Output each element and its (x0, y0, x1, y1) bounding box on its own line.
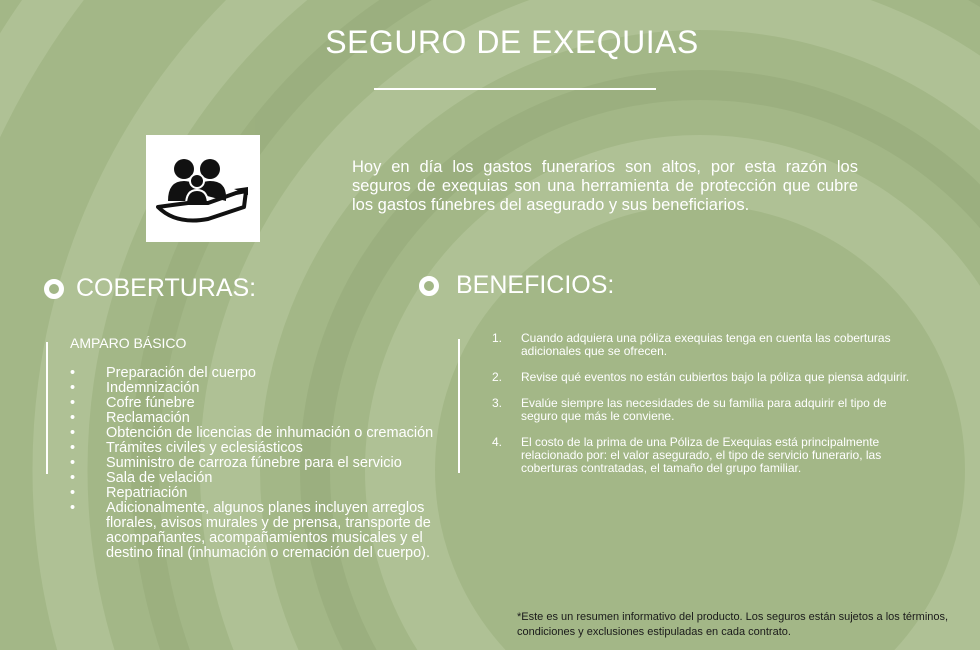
item-number: 1. (492, 331, 503, 345)
amparo-basico-label: AMPARO BÁSICO (70, 335, 187, 351)
item-number: 4. (492, 435, 503, 449)
item-text: Obtención de licencias de inhumación o cremación (106, 425, 434, 441)
ring-bullet-icon (44, 279, 64, 299)
item-text: Trámites civiles y eclesiásticos (106, 440, 303, 456)
list-item (492, 397, 920, 423)
item-text: Reclamación (106, 410, 190, 426)
list-item (492, 436, 920, 475)
item-text: Repatriación (106, 485, 188, 501)
item-text: Adicionalmente, algunos planes incluyen arreglos florales, avisos murales y de prensa, transporte de acompañantes, acompañamientos musicales y el destino final (inhumación o cremación del cuerpo). (106, 500, 431, 561)
list-item (70, 426, 435, 441)
list-item (70, 471, 435, 486)
bullet-icon: • (70, 440, 76, 456)
list-item (70, 456, 435, 471)
item-text: El costo de la prima de una Póliza de Exequias está principalmente relacionado por: el valor asegurado, el tipo de servicio funerario, las coberturas contratadas, el tamaño del grupo familiar. (521, 435, 882, 475)
bullet-icon: • (70, 470, 76, 486)
list-item (492, 371, 920, 384)
bullet-icon: • (70, 365, 76, 381)
bullet-icon: • (70, 455, 76, 471)
item-text: Revise qué eventos no están cubiertos bajo la póliza que piensa adquirir. (521, 370, 910, 384)
list-item (70, 396, 435, 411)
list-item (70, 381, 435, 396)
beneficios-title: BENEFICIOS: (456, 271, 615, 299)
bullet-icon: • (70, 410, 76, 426)
item-text: Preparación del cuerpo (106, 365, 256, 381)
bullet-icon: • (70, 380, 76, 396)
item-number: 2. (492, 370, 503, 384)
list-item (70, 411, 435, 426)
item-number: 3. (492, 396, 503, 410)
item-text: Sala de velación (106, 470, 213, 486)
disclaimer-note: *Este es un resumen informativo del producto. Los seguros están sujetos a los términos, condiciones y exclusiones estipuladas en cada contrato. (517, 611, 949, 638)
beneficios-header (419, 271, 614, 300)
item-text: Cuando adquiera una póliza exequias tenga en cuenta las coberturas adicionales que se ofrecen. (521, 331, 891, 358)
list-item (70, 501, 435, 561)
item-text: Evalúe siempre las necesidades de su familia para adquirir el tipo de seguro que más le conviene. (521, 396, 887, 423)
ring-bullet-icon (419, 276, 439, 296)
item-text: Suministro de carroza fúnebre para el servicio (106, 455, 402, 471)
bullet-icon: • (70, 500, 76, 516)
coberturas-divider (46, 342, 48, 474)
title-underline (374, 88, 656, 90)
bullet-icon: • (70, 425, 76, 441)
intro-paragraph: Hoy en día los gastos funerarios son altos, por esta razón los seguros de exequias son una herramienta de protección que cubre los gastos fúnebres del asegurado y sus beneficiarios. (352, 158, 858, 214)
list-item (70, 366, 435, 381)
beneficios-list (492, 332, 920, 488)
list-item (70, 486, 435, 501)
family-in-hand-icon (146, 135, 260, 242)
coberturas-header (44, 274, 256, 303)
item-text: Indemnización (106, 380, 200, 396)
beneficios-divider (458, 339, 460, 473)
page-title: SEGURO DE EXEQUIAS (325, 24, 699, 60)
bullet-icon: • (70, 395, 76, 411)
list-item (70, 441, 435, 456)
item-text: Cofre fúnebre (106, 395, 195, 411)
coberturas-title: COBERTURAS: (76, 274, 257, 302)
list-item (492, 332, 920, 358)
coberturas-list (70, 366, 435, 561)
bullet-icon: • (70, 485, 76, 501)
